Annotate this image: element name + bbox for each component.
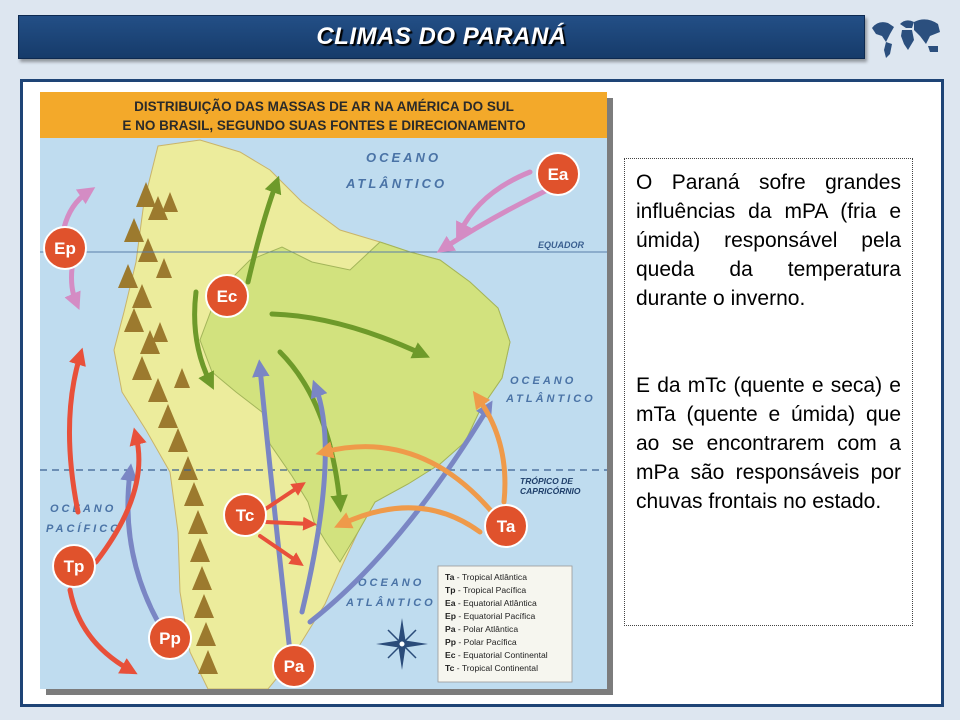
legend-item-ep: Ep - Equatorial Pacífica xyxy=(445,611,536,621)
airmass-ea-label: Ea xyxy=(547,165,569,184)
ocean-atlantic-north-2: ATLÂNTICO xyxy=(346,176,448,191)
ocean-atlantic-south-2: ATLÂNTICO xyxy=(346,597,436,609)
ocean-pacific-1: OCEANO xyxy=(50,503,117,515)
ocean-atlantic-east-1: OCEANO xyxy=(510,375,577,387)
legend-item-ta: Ta - Tropical Atlântica xyxy=(445,572,527,582)
map-title-line2: E NO BRASIL, SEGUNDO SUAS FONTES E DIRECIONAMENTO xyxy=(122,118,526,133)
title-bar xyxy=(18,15,865,59)
equator-label: EQUADOR xyxy=(538,240,585,250)
ocean-atlantic-north-1: OCEANO xyxy=(366,150,442,165)
air-masses-map xyxy=(40,92,607,689)
description-paragraph-1: O Paraná sofre grandes influências da mPA (fria e úmida) responsável pela queda da temperatura durante o inverno. xyxy=(636,171,901,310)
airmass-pp-label: Pp xyxy=(159,629,181,648)
ocean-pacific-2: PACÍFICO xyxy=(46,523,122,535)
airmass-ta-label: Ta xyxy=(496,517,516,536)
description-paragraph-2: E da mTc (quente e seca) e mTa (quente e úmida) que ao se encontrarem com a mPa são responsáveis por chuvas frontais no estado. xyxy=(636,374,901,513)
airmass-ec-label: Ec xyxy=(216,287,238,306)
map-title-line1: DISTRIBUIÇÃO DAS MASSAS DE AR NA AMÉRICA DO SUL xyxy=(134,99,514,114)
climate-description-box xyxy=(624,158,913,626)
airmass-ep-label: Ep xyxy=(54,239,76,258)
legend-item-ea: Ea - Equatorial Atlântica xyxy=(445,598,537,608)
arrow-tc-east xyxy=(266,522,310,524)
airmass-tp-label: Tp xyxy=(63,557,85,576)
world-map-icon xyxy=(868,14,944,60)
legend-item-tc: Tc - Tropical Continental xyxy=(445,663,538,673)
page-title: CLIMAS DO PARANÁ xyxy=(316,23,567,50)
legend-item-pp: Pp - Polar Pacífica xyxy=(445,637,517,647)
legend-item-pa: Pa - Polar Atlântica xyxy=(445,624,519,634)
airmass-tc-label: Tc xyxy=(235,506,255,525)
ocean-atlantic-east-2: ATLÂNTICO xyxy=(506,393,596,405)
tropic-label-1: TRÓPICO DE xyxy=(520,476,573,486)
legend-item-ec: Ec - Equatorial Continental xyxy=(445,650,548,660)
legend-item-tp: Tp - Tropical Pacífica xyxy=(445,585,527,595)
ocean-atlantic-south-1: OCEANO xyxy=(358,577,425,589)
airmass-pa-label: Pa xyxy=(283,657,305,676)
content-panel xyxy=(20,79,944,707)
tropic-label-2: CAPRICÓRNIO xyxy=(520,486,581,496)
